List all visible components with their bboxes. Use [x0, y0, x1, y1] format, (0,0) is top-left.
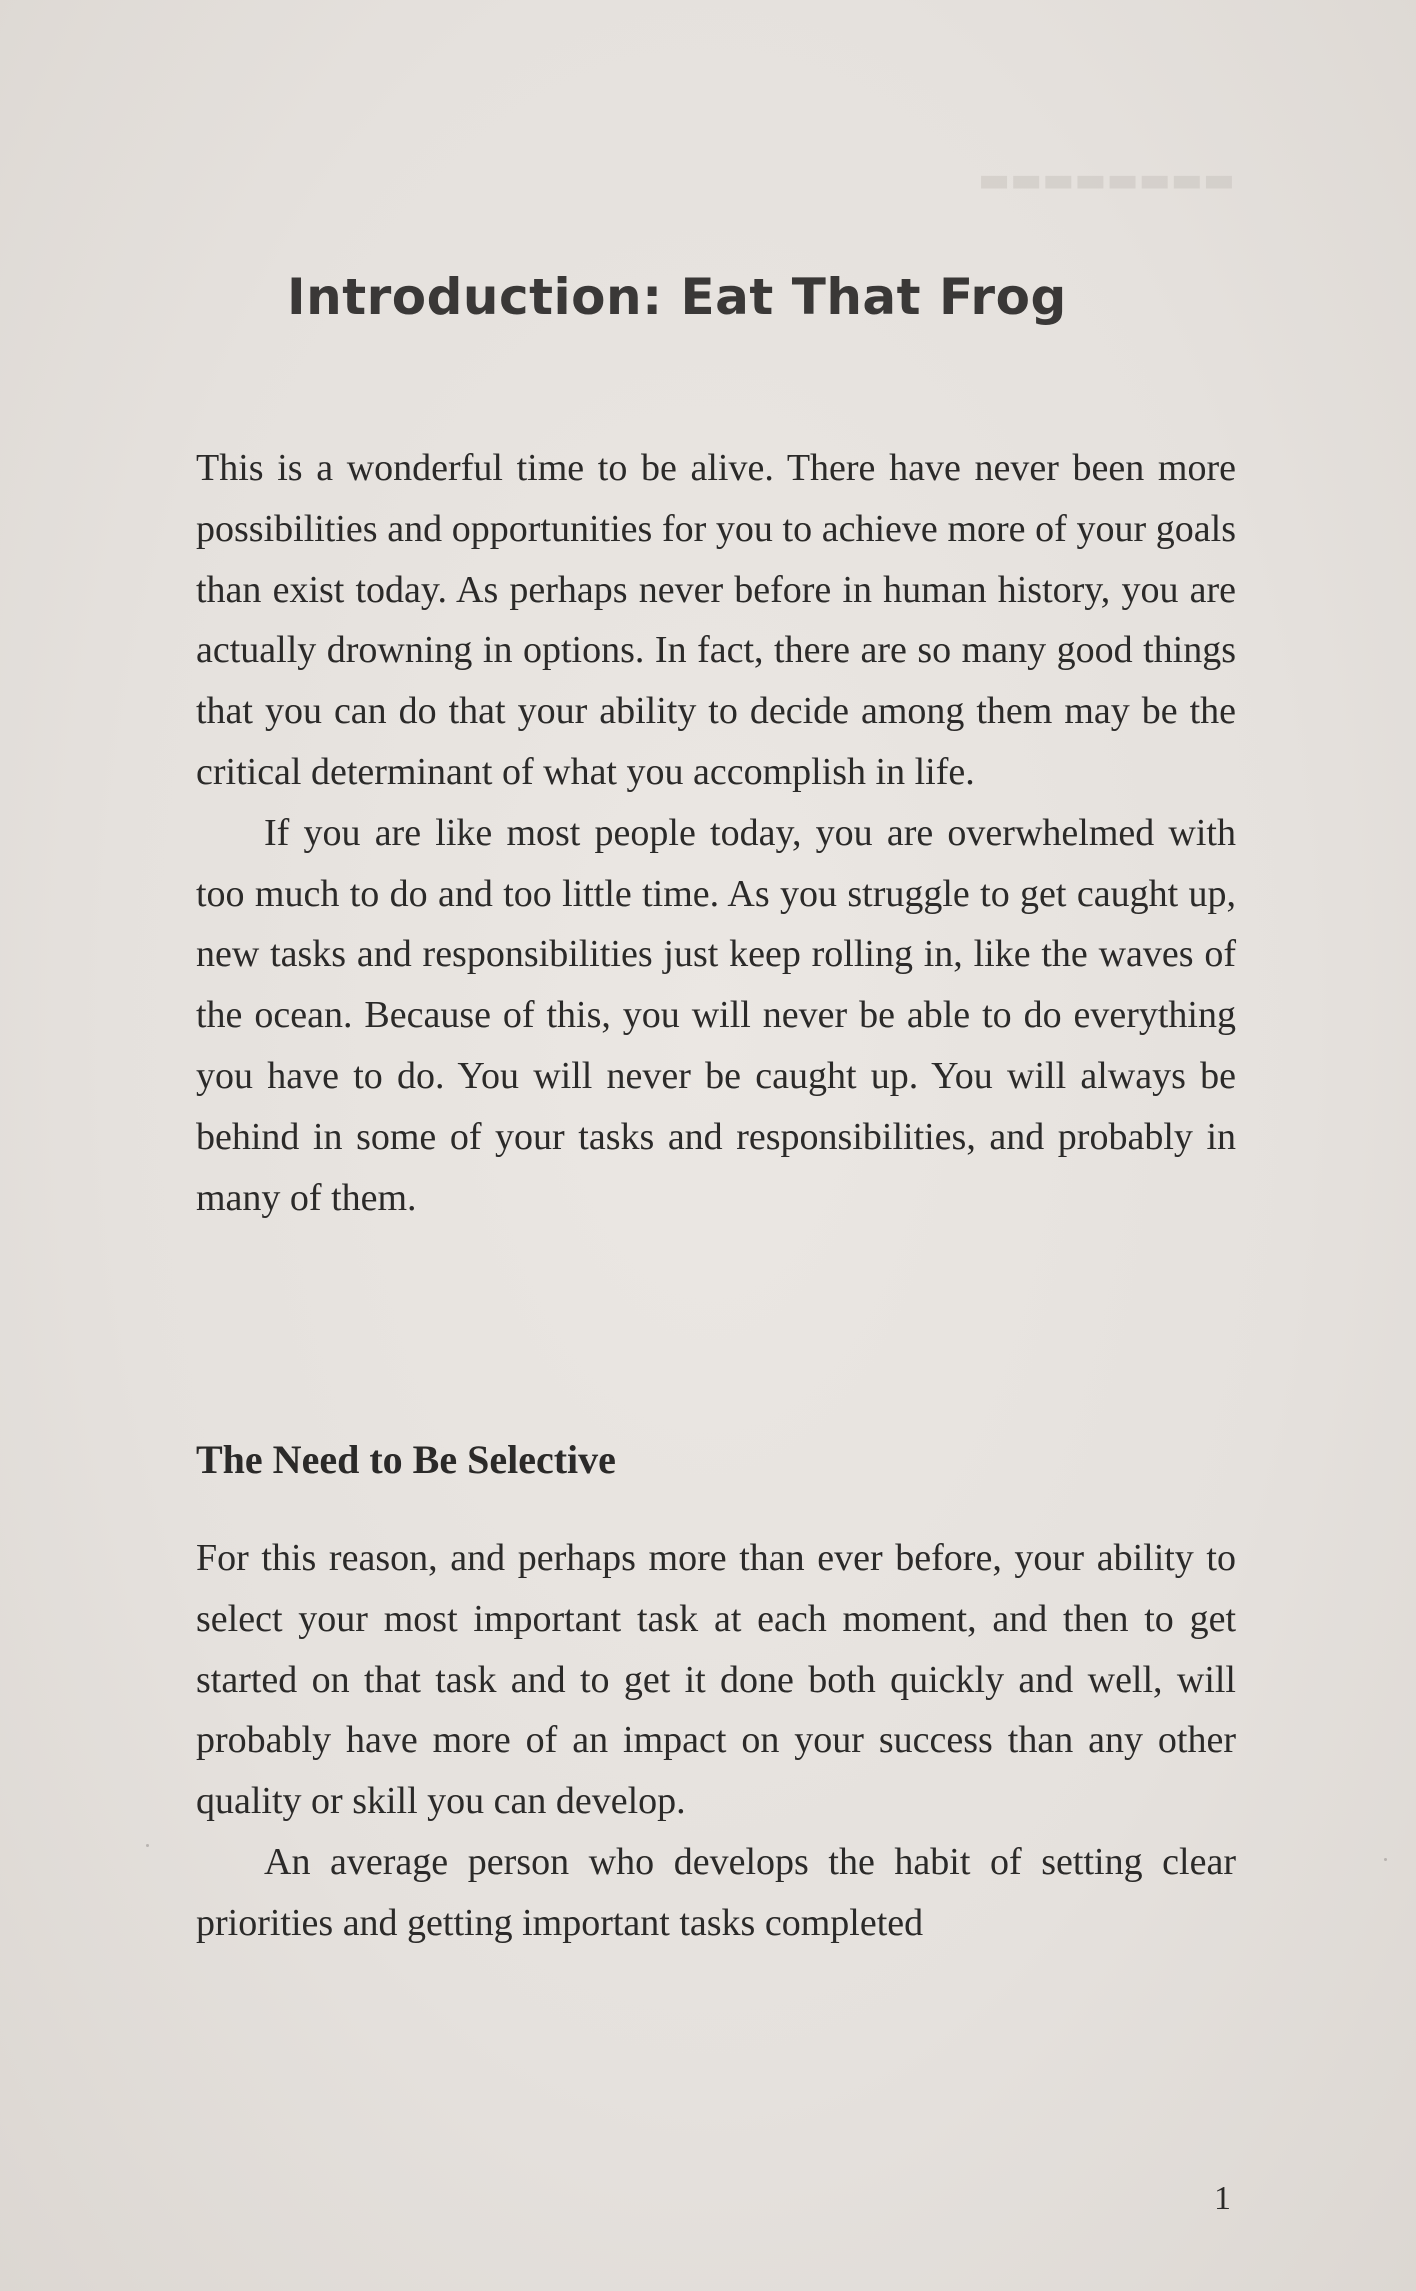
- paragraph: If you are like most people today, you are overwhelmed with too much to do and too little time. As you struggle to get caught up, new tasks and responsibilities just keep rolling in, like the waves of the ocean. Because of this, you will never be able to do everything you have to do. You will never be caught up. You will always be behind in some of your tasks and responsibilities, and probably in many of them.: [196, 811, 1236, 1219]
- section-text-block: [196, 1528, 1236, 1954]
- chapter-title: Introduction: Eat That Frog: [287, 268, 1067, 326]
- paper-speck: [1384, 1858, 1387, 1861]
- paragraph: An average person who develops the habit of setting clear priorities and getting important tasks completed: [196, 1840, 1236, 1944]
- paper-speck: [146, 1844, 149, 1847]
- section-heading: The Need to Be Selective: [196, 1437, 616, 1482]
- paragraph: This is a wonderful time to be alive. There have never been more possibilities and opportunities for you to achieve more of your goals than exist today. As perhaps never before in human history, you are actually drowning in options. In fact, there are so many good things that you can do that your ability to decide among them may be the critical determinant of what you accomplish in life.: [196, 447, 1236, 793]
- show-through-decoration: ▬▬▬▬▬▬▬▬: [978, 160, 1235, 200]
- intro-text-block: [196, 438, 1236, 1228]
- paragraph: For this reason, and perhaps more than ever before, your ability to select your most important task at each moment, and then to get started on that task and to get it done both quickly and well, will probably have more of an impact on your success than any other quality or skill you can develop.: [196, 1537, 1236, 1823]
- page-number: 1: [1214, 2180, 1231, 2217]
